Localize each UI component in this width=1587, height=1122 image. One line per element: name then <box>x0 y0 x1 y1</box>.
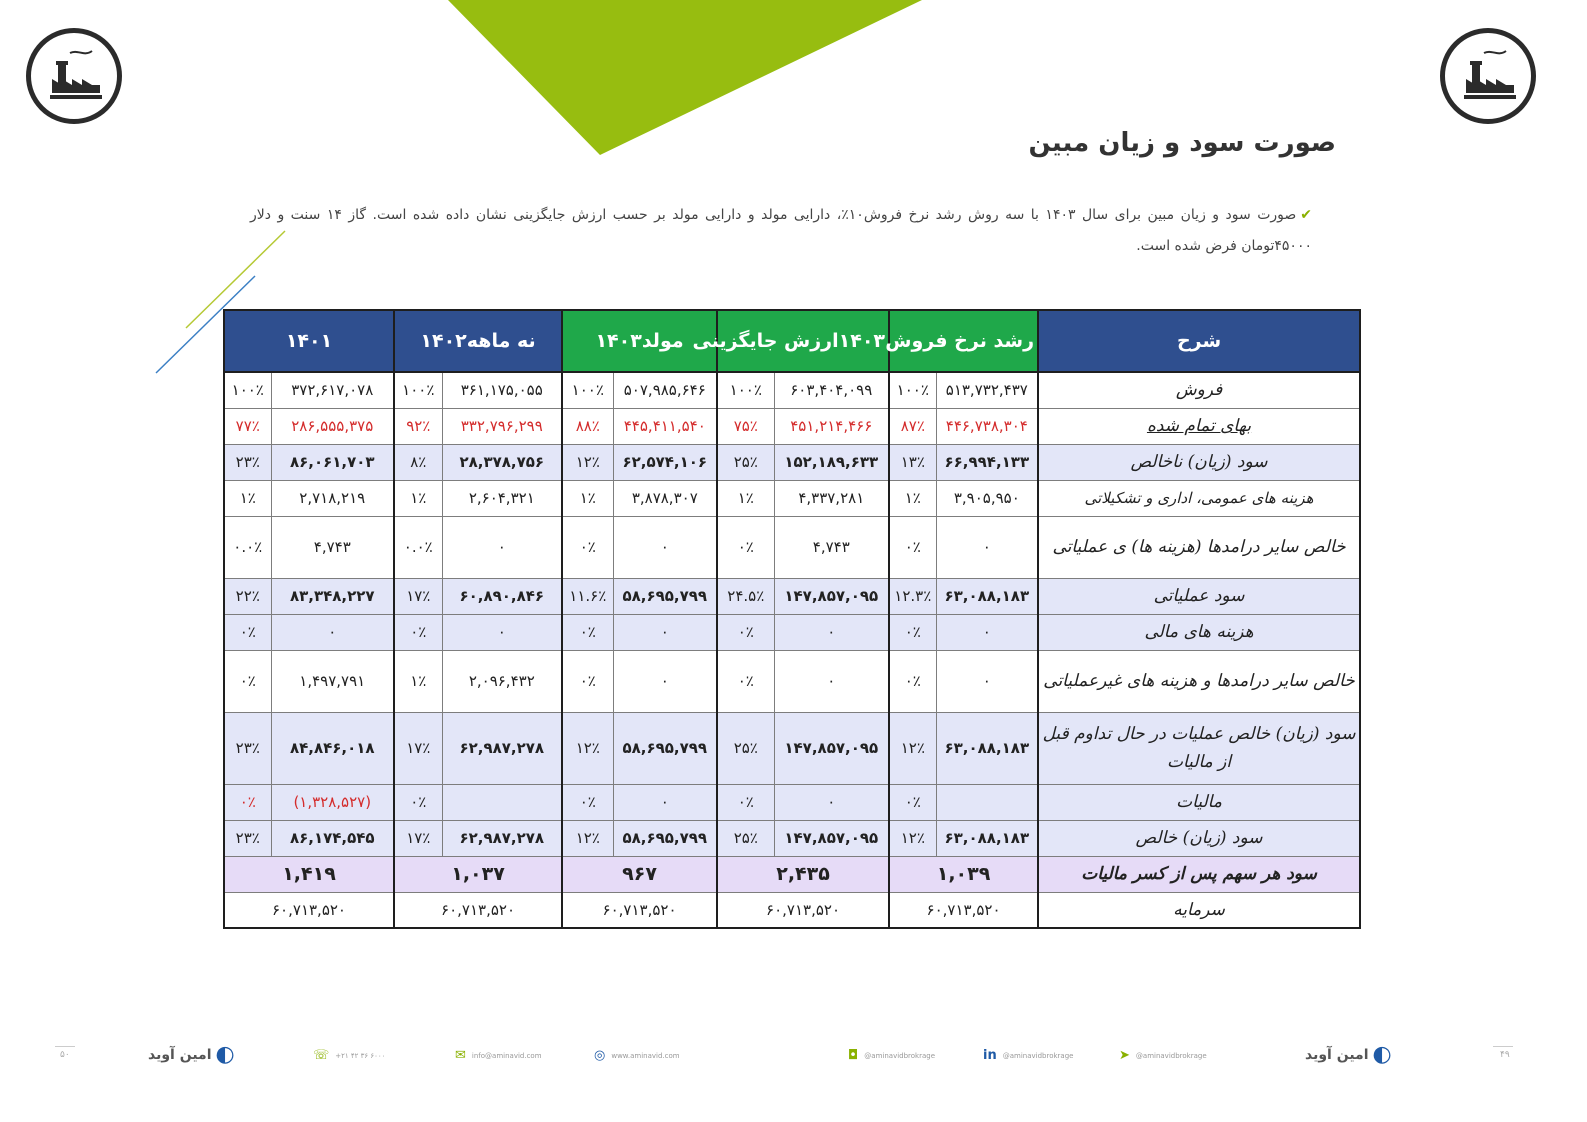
cell-value: ۰ <box>774 784 889 820</box>
brand-logo-icon: ◐ <box>215 1042 235 1067</box>
factory-icon <box>1462 47 1518 105</box>
cell-value: ۰ <box>613 614 717 650</box>
mail-icon: ✉ <box>455 1048 466 1063</box>
cell-value: ۵۸,۶۹۵,۷۹۹ <box>613 820 717 856</box>
cell-value: ۰ <box>774 614 889 650</box>
cell-percent: ۱۰۰٪ <box>717 372 774 408</box>
cell-value: ۳,۸۷۸,۳۰۷ <box>613 480 717 516</box>
header-row <box>224 310 1360 372</box>
cell-percent: ۸۷٪ <box>889 408 936 444</box>
cell-percent: ۸۸٪ <box>562 408 613 444</box>
factory-icon <box>48 47 104 105</box>
footer-web[interactable] <box>594 1048 680 1063</box>
cell-percent: ۲۳٪ <box>224 444 271 480</box>
cell-value: ۵۰۷,۹۸۵,۶۴۶ <box>613 372 717 408</box>
footer <box>0 1040 1587 1080</box>
cell-value: ۱,۴۹۷,۷۹۱ <box>271 650 394 712</box>
table-row <box>224 516 1360 578</box>
cell-percent: ۲۵٪ <box>717 820 774 856</box>
cell-percent: ۱۲٪ <box>562 444 613 480</box>
page-number-left: ۵۰ <box>60 1050 70 1060</box>
cell-percent: ۱۲.۳٪ <box>889 578 936 614</box>
cell-percent: ۰٪ <box>224 784 271 820</box>
row-label: هزینه های مالی <box>1038 614 1360 650</box>
cell-value: ۶۲,۹۸۷,۲۷۸ <box>442 712 562 784</box>
cell-value: ۳۷۲,۶۱۷,۰۷۸ <box>271 372 394 408</box>
eps-value: ۱,۴۱۹ <box>224 856 394 892</box>
cell-value: ۲,۶۰۴,۳۲۱ <box>442 480 562 516</box>
cell-value <box>936 784 1038 820</box>
linkedin-text: @aminavidbrokrage <box>1002 1051 1074 1060</box>
cell-value: ۸۶,۰۶۱,۷۰۳ <box>271 444 394 480</box>
table-row <box>224 784 1360 820</box>
row-label: سود (زیان) خالص عملیات در حال تداوم قبل از مالیات <box>1038 712 1360 784</box>
cell-value: ۰ <box>271 614 394 650</box>
table-row <box>224 650 1360 712</box>
eps-value: ۱,۰۳۹ <box>889 856 1038 892</box>
cell-percent: ۲۵٪ <box>717 712 774 784</box>
cell-percent: ۱۷٪ <box>394 712 442 784</box>
cell-value: ۲,۷۱۸,۲۱۹ <box>271 480 394 516</box>
cell-value: ۰ <box>936 614 1038 650</box>
factory-logo-right <box>1440 28 1536 124</box>
cell-value: (۱,۳۲۸,۵۲۷) <box>271 784 394 820</box>
table-row <box>224 408 1360 444</box>
eps-value: ۲,۴۳۵ <box>717 856 889 892</box>
cell-value: ۶۰۳,۴۰۴,۰۹۹ <box>774 372 889 408</box>
footer-email[interactable] <box>455 1048 542 1063</box>
cell-value: ۶۶,۹۹۴,۱۳۳ <box>936 444 1038 480</box>
cell-value: ۱۴۷,۸۵۷,۰۹۵ <box>774 578 889 614</box>
footer-telegram[interactable] <box>1119 1048 1207 1063</box>
cell-percent: ۱۲٪ <box>562 820 613 856</box>
cell-value: ۶۳,۰۸۸,۱۸۳ <box>936 712 1038 784</box>
cell-value: ۰ <box>613 784 717 820</box>
cell-percent: ۱٪ <box>889 480 936 516</box>
cell-percent: ۱۰۰٪ <box>394 372 442 408</box>
cell-value: ۶۲,۵۷۴,۱۰۶ <box>613 444 717 480</box>
cell-percent: ۰٪ <box>394 784 442 820</box>
web-text: www.aminavid.com <box>611 1051 680 1060</box>
capital-value: ۶۰,۷۱۳,۵۲۰ <box>717 892 889 928</box>
cell-percent: ۰٪ <box>562 784 613 820</box>
eps-value: ۱,۰۳۷ <box>394 856 562 892</box>
cell-value: ۰ <box>442 614 562 650</box>
table-row <box>224 444 1360 480</box>
email-text: info@aminavid.com <box>471 1051 542 1060</box>
cell-value: ۳۶۱,۱۷۵,۰۵۵ <box>442 372 562 408</box>
header-replacement-value: ۱۴۰۳ارزش جایگزینی <box>717 310 889 372</box>
cell-percent: ۷۷٪ <box>224 408 271 444</box>
cell-value: ۰ <box>774 650 889 712</box>
cell-percent: ۰٪ <box>889 784 936 820</box>
cell-value: ۴,۷۴۳ <box>271 516 394 578</box>
phone-icon: ☏ <box>313 1048 330 1063</box>
cell-percent: ۰٪ <box>889 614 936 650</box>
row-label: فروش <box>1038 372 1360 408</box>
header-nine-months-1402: نه ماهه۱۴۰۲ <box>394 310 562 372</box>
cell-percent: ۰٪ <box>224 614 271 650</box>
mouse-icon: ◎ <box>594 1048 606 1063</box>
brand-name: امین آوید <box>1305 1046 1369 1063</box>
row-label: خالص سایر درامدها و هزینه های غیرعملیاتی <box>1038 650 1360 712</box>
cell-percent: ۰٪ <box>562 614 613 650</box>
cell-value: ۶۰,۸۹۰,۸۴۶ <box>442 578 562 614</box>
page-title: صورت سود و زیان مبین <box>1028 128 1336 158</box>
cell-percent: ۰٪ <box>717 784 774 820</box>
cell-value: ۴,۳۳۷,۲۸۱ <box>774 480 889 516</box>
cell-percent: ۰٪ <box>394 614 442 650</box>
instagram-text: @aminavidbrokrage <box>864 1051 936 1060</box>
cell-percent: ۱٪ <box>394 650 442 712</box>
cell-value: ۴۴۵,۴۱۱,۵۴۰ <box>613 408 717 444</box>
cell-value: ۰ <box>442 516 562 578</box>
cell-percent: ۱٪ <box>562 480 613 516</box>
capital-value: ۶۰,۷۱۳,۵۲۰ <box>224 892 394 928</box>
cell-value: ۶۲,۹۸۷,۲۷۸ <box>442 820 562 856</box>
footer-phone[interactable] <box>313 1048 385 1063</box>
intro-text: صورت سود و زیان مبین برای سال ۱۴۰۳ با سه روش رشد نرخ فروش۱۰٪، دارایی مولد و دارایی مولد بر حسب ارزش جایگزینی نشان داده شده است. گاز ۱۴ سنت و دلار ۴۵۰۰۰تومان فرض شده است. <box>250 207 1312 254</box>
cell-percent: ۱۱.۶٪ <box>562 578 613 614</box>
row-label: بهای تمام شده <box>1038 408 1360 444</box>
intro-paragraph <box>250 200 1312 262</box>
footer-linkedin[interactable] <box>983 1048 1073 1063</box>
page-line <box>1493 1046 1513 1047</box>
cell-value: ۵۸,۶۹۵,۷۹۹ <box>613 712 717 784</box>
table-row <box>224 820 1360 856</box>
cell-percent: ۱۷٪ <box>394 820 442 856</box>
factory-logo-left <box>26 28 122 124</box>
linkedin-icon: in <box>983 1048 997 1063</box>
cell-percent: ۹۲٪ <box>394 408 442 444</box>
eps-row <box>224 856 1360 892</box>
cell-percent: ۰٪ <box>224 650 271 712</box>
cell-percent: ۲۵٪ <box>717 444 774 480</box>
cell-value: ۰ <box>936 516 1038 578</box>
table-row <box>224 480 1360 516</box>
cell-value: ۵۱۳,۷۳۲,۴۳۷ <box>936 372 1038 408</box>
phone-text: +۲۱ ۴۲ ۳۶ ۶۰۰۰ <box>335 1051 386 1060</box>
cell-value: ۰ <box>936 650 1038 712</box>
cell-value: ۸۴,۸۴۶,۰۱۸ <box>271 712 394 784</box>
row-label: سرمایه <box>1038 892 1360 928</box>
cell-percent: ۱۷٪ <box>394 578 442 614</box>
capital-value: ۶۰,۷۱۳,۵۲۰ <box>562 892 717 928</box>
cell-value: ۳۳۲,۷۹۶,۲۹۹ <box>442 408 562 444</box>
cell-percent: ۰٪ <box>889 650 936 712</box>
row-label: سود (زیان) خالص <box>1038 820 1360 856</box>
cell-percent: ۱۲٪ <box>889 712 936 784</box>
cell-value: ۳,۹۰۵,۹۵۰ <box>936 480 1038 516</box>
cell-percent: ۰٪ <box>717 516 774 578</box>
header-description: شرح <box>1038 310 1360 372</box>
cell-percent: ۲۴.۵٪ <box>717 578 774 614</box>
cell-value: ۴۵۱,۲۱۴,۴۶۶ <box>774 408 889 444</box>
row-label: سود هر سهم پس از کسر مالیات <box>1038 856 1360 892</box>
capital-value: ۶۰,۷۱۳,۵۲۰ <box>889 892 1038 928</box>
cell-percent: ۱٪ <box>394 480 442 516</box>
cell-percent: ۰.۰٪ <box>224 516 271 578</box>
cell-percent: ۲۳٪ <box>224 820 271 856</box>
cell-percent: ۱٪ <box>717 480 774 516</box>
income-statement-table <box>223 309 1361 929</box>
footer-instagram[interactable] <box>848 1048 935 1063</box>
instagram-icon: ◘ <box>848 1048 859 1063</box>
row-label: هزینه های عمومی، اداری و تشکیلاتی <box>1038 480 1360 516</box>
row-label: سود (زیان) ناخالص <box>1038 444 1360 480</box>
cell-percent: ۲۲٪ <box>224 578 271 614</box>
row-label: سود عملیاتی <box>1038 578 1360 614</box>
cell-value: ۶۳,۰۸۸,۱۸۳ <box>936 578 1038 614</box>
cell-value: ۸۶,۱۷۴,۵۴۵ <box>271 820 394 856</box>
cell-value: ۲۸,۳۷۸,۷۵۶ <box>442 444 562 480</box>
page-line <box>55 1046 75 1047</box>
cell-percent: ۰٪ <box>717 650 774 712</box>
cell-value: ۵۸,۶۹۵,۷۹۹ <box>613 578 717 614</box>
table-row <box>224 712 1360 784</box>
cell-value: ۱۵۲,۱۸۹,۶۳۳ <box>774 444 889 480</box>
cell-value: ۲۸۶,۵۵۵,۳۷۵ <box>271 408 394 444</box>
capital-value: ۶۰,۷۱۳,۵۲۰ <box>394 892 562 928</box>
brand-logo-icon: ◐ <box>1372 1042 1392 1067</box>
cell-percent: ۲۳٪ <box>224 712 271 784</box>
check-icon: ✔ <box>1300 207 1312 223</box>
cell-percent: ۱۲٪ <box>889 820 936 856</box>
header-sales-growth: رشد نرخ فروش <box>889 310 1038 372</box>
header-productive-asset: مولد۱۴۰۳ <box>562 310 717 372</box>
brand-left <box>148 1042 235 1067</box>
telegram-icon: ➤ <box>1119 1048 1130 1063</box>
brand-right <box>1305 1042 1392 1067</box>
cell-percent: ۱۰۰٪ <box>224 372 271 408</box>
cell-percent: ۰٪ <box>562 516 613 578</box>
cell-percent: ۸٪ <box>394 444 442 480</box>
table-row <box>224 614 1360 650</box>
brand-name: امین آوید <box>148 1046 212 1063</box>
cell-percent: ۱۳٪ <box>889 444 936 480</box>
cell-value: ۴۴۶,۷۳۸,۳۰۴ <box>936 408 1038 444</box>
cell-percent: ۰٪ <box>562 650 613 712</box>
cell-value: ۲,۰۹۶,۴۳۲ <box>442 650 562 712</box>
row-label: مالیات <box>1038 784 1360 820</box>
header-1401: ۱۴۰۱ <box>224 310 394 372</box>
telegram-text: @aminavidbrokrage <box>1135 1051 1207 1060</box>
eps-value: ۹۶۷ <box>562 856 717 892</box>
cell-percent: ۱۰۰٪ <box>562 372 613 408</box>
table-row <box>224 372 1360 408</box>
cell-value <box>442 784 562 820</box>
cell-value: ۱۴۷,۸۵۷,۰۹۵ <box>774 820 889 856</box>
cell-value: ۰ <box>613 516 717 578</box>
cell-value: ۶۳,۰۸۸,۱۸۳ <box>936 820 1038 856</box>
cell-value: ۰ <box>613 650 717 712</box>
page-number-right: ۴۹ <box>1500 1050 1510 1060</box>
capital-row <box>224 892 1360 928</box>
cell-percent: ۱۲٪ <box>562 712 613 784</box>
cell-percent: ۱۰۰٪ <box>889 372 936 408</box>
table-row <box>224 578 1360 614</box>
cell-value: ۴,۷۴۳ <box>774 516 889 578</box>
cell-value: ۸۳,۳۴۸,۲۲۷ <box>271 578 394 614</box>
cell-percent: ۱٪ <box>224 480 271 516</box>
row-label: خالص سایر درامدها (هزینه ها) ی عملیاتی <box>1038 516 1360 578</box>
cell-value: ۱۴۷,۸۵۷,۰۹۵ <box>774 712 889 784</box>
cell-percent: ۰٪ <box>717 614 774 650</box>
cell-percent: ۰.۰٪ <box>394 516 442 578</box>
cell-percent: ۷۵٪ <box>717 408 774 444</box>
cell-percent: ۰٪ <box>889 516 936 578</box>
